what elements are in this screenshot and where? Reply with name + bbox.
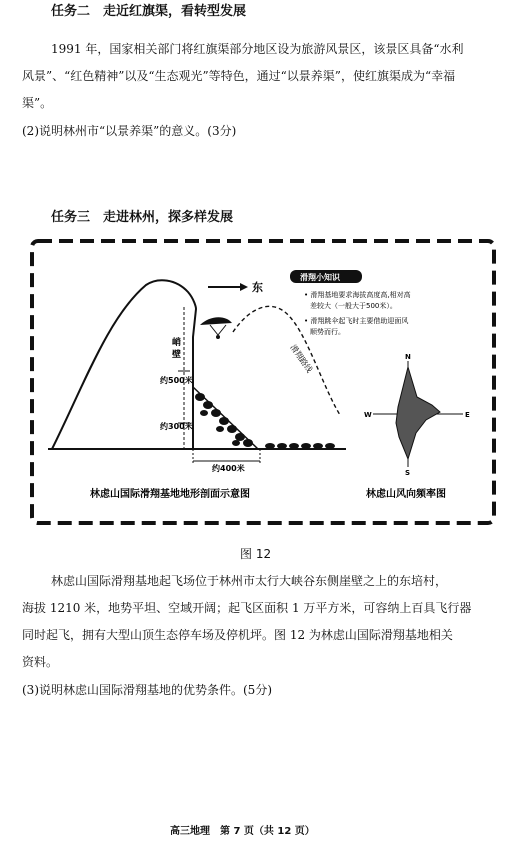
figure-frame-border [32,241,494,523]
task3-question: (3)说明林虑山国际滑翔基地的优势条件。(5分) [22,683,272,697]
task3-paragraph-line3: 同时起飞，拥有大型山顶生态停车场及停机坪。图 12 为林虑山国际滑翔基地相关 [22,628,453,642]
task3-paragraph-line1: 林虑山国际滑翔基地起飞场位于林州市太行大峡谷东侧崖壁之上的东培村， [51,574,448,588]
wind-rose-polygon [396,367,440,459]
height-500-label: 约500米 [160,376,193,385]
task2-paragraph-line2: 风景”、“红色精神”以及“生态观光”等特色，通过“以景养渠”，使红旗渠成为“幸福 [22,69,456,83]
east-arrow-head [240,283,248,291]
knowledge-item1-line1: • 滑翔基地要求海拔高度高,相对高 [304,291,411,299]
compass-e: E [465,411,470,419]
task3-paragraph-line4: 资料。 [22,655,59,669]
page-footer: 高三地理 第 7 页（共 12 页） [170,826,315,837]
figure-12 [28,237,498,527]
knowledge-item2-line2: 顺势而行。 [310,328,345,336]
profile-caption: 林虑山国际滑翔基地地形剖面示意图 [90,489,250,500]
glider-line-1 [210,325,218,335]
glide-route-label: 滑翔路线 [288,342,315,375]
glider-icon [200,317,232,325]
wind-rose-caption: 林虑山风向频率图 [366,489,446,500]
task3-paragraph-line2: 海拔 1210 米，地势平坦、空域开阔；起飞区面积 1 万平方米，可容纳上百具飞行器 [22,601,472,615]
cliff-label-2: 壁 [172,350,182,360]
trees-slope [195,393,253,447]
figure-12-svg [28,237,498,527]
distance-400-label: 约400米 [212,464,245,473]
knowledge-title: 滑翔小知识 [300,273,340,282]
task2-heading: 任务二 走近红旗渠，看转型发展 [51,4,247,19]
task2-paragraph-line1: 1991 年，国家相关部门将红旗渠部分地区设为旅游风景区，该景区具备“水利 [51,42,464,56]
task3-heading: 任务三 走进林州，探多样发展 [51,210,234,225]
glider-line-2 [218,325,226,335]
task2-question: (2)说明林州市“以景养渠”的意义。(3分) [22,124,237,138]
compass-n: N [405,353,411,361]
task2-paragraph-line3: 渠”。 [22,96,53,110]
knowledge-item2-line1: • 滑翔跳伞起飞时主要借助迎面风 [304,317,409,325]
cliff-label-1: 峭 [172,338,182,348]
compass-w: W [364,411,372,419]
knowledge-item1-line2: 差较大（一般大于500米）。 [310,302,397,310]
glider-pilot [216,335,220,339]
compass-s: S [405,469,411,477]
figure-label: 图 12 [240,547,272,561]
height-300-label: 约300米 [160,422,193,431]
east-label: 东 [252,281,263,294]
